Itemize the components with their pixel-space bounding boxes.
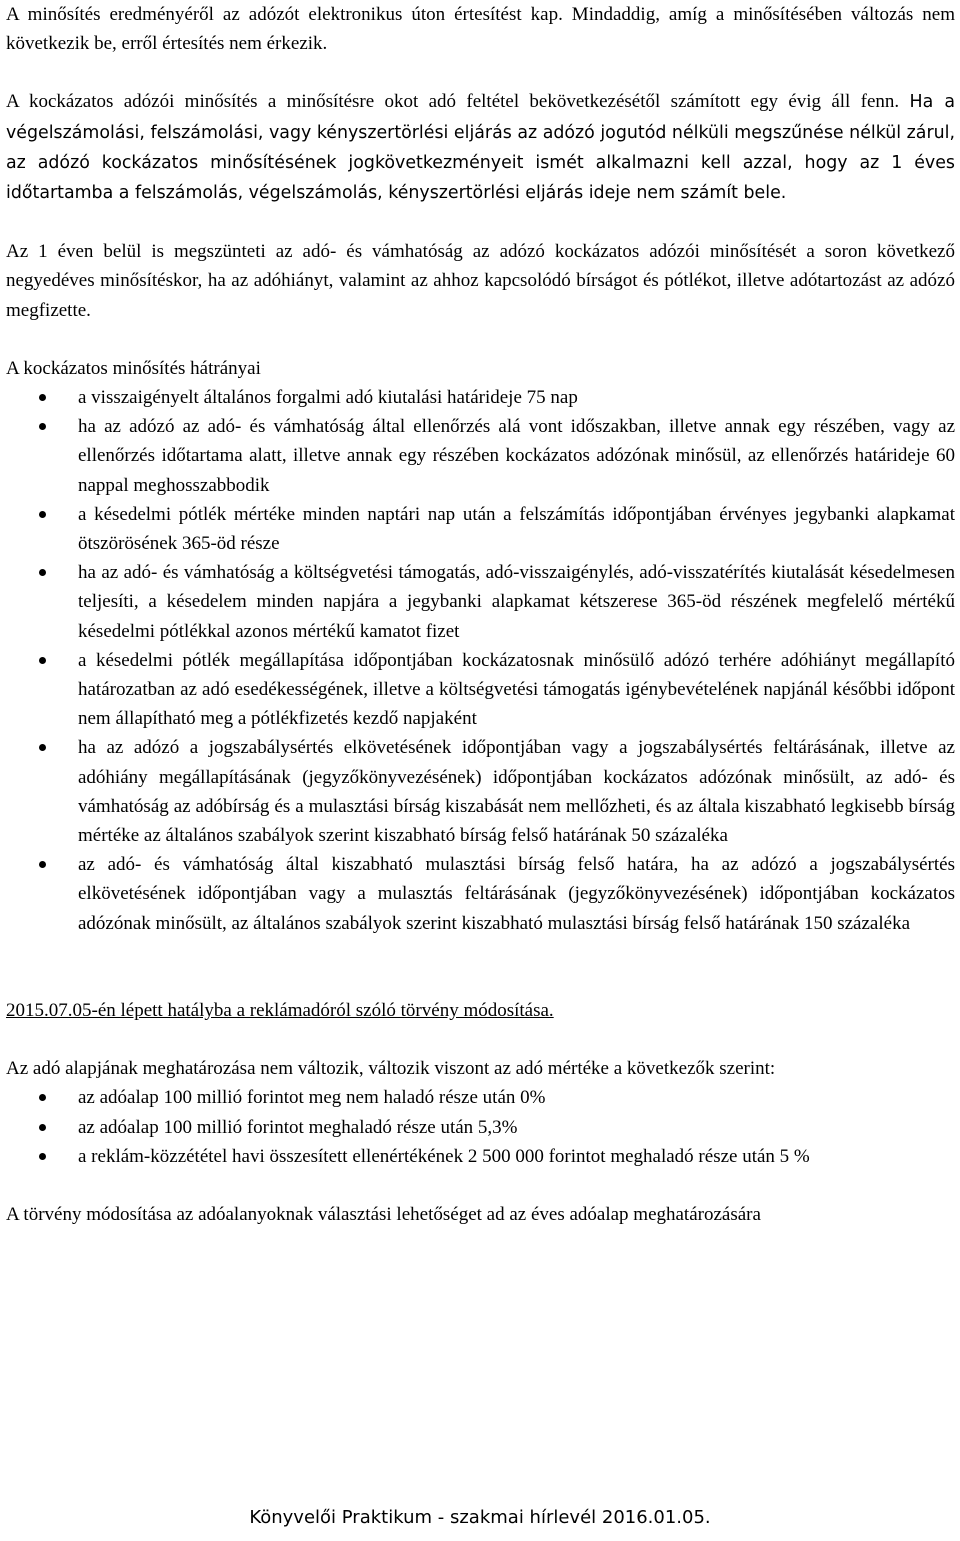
list-item: a késedelmi pótlék megállapítása időpontjában kockázatosnak minősülő adózó terhére adóhiányt megállapító határozatban az adó esedékességének, illetve a költségvetési támogatás igénybevételének napjánál későbbi időpont nem állapítható meg a pótlékfizetés kezdő napjaként (6, 646, 955, 734)
disadvantages-list (6, 383, 955, 938)
paragraph-duration-part2: Ha a végelszámolási, felszámolási, vagy kényszertörlési eljárás az adózó jogutód nélküli megszűnése nélkül zárul, az adózó kockázatos minősítésének jogkövetkezményeit ismét alkalmazni kell azzal, hogy az 1 éves időtartamba a felszámolás, végelszámolás, kényszertörlési eljárás ideje nem számít bele. (6, 92, 955, 204)
document-page (6, 0, 955, 1229)
rate-list (6, 1083, 955, 1171)
page-footer: Könyvelői Praktikum - szakmai hírlevél 2016.01.05. (249, 1507, 711, 1528)
disadvantages-title: A kockázatos minősítés hátrányai (6, 357, 261, 379)
list-item: az adóalap 100 millió forintot meg nem haladó része után 0% (6, 1083, 955, 1112)
paragraph-notification: A minősítés eredményéről az adózót elektronikus úton értesítést kap. Mindaddig, amíg a minősítésében változás nem következik be, erről értesítés nem érkezik. (6, 4, 955, 55)
list-item: ha az adózó az adó- és vámhatóság által ellenőrzés alá vont időszakban, illetve annak egy részében, vagy az ellenőrzés időtartama alatt, illetve annak egy részében kockázatos adózónak minősül, az ellenőrzés határideje 60 nappal meghosszabbodik (6, 412, 955, 500)
reklamado-heading: 2015.07.05-én lépett hatályba a reklámadóról szóló törvény módosítása. (6, 999, 554, 1021)
paragraph-duration-part1: A kockázatos adózói minősítés a minősítésre okot adó feltétel bekövetkezésétől számított egy évig áll fenn. (6, 91, 900, 113)
list-item: az adóalap 100 millió forintot meghaladó része után 5,3% (6, 1113, 955, 1142)
list-item: ha az adózó a jogszabálysértés elkövetésének időpontjában vagy a jogszabálysértés feltárásának, illetve az adóhiány megállapításának (jegyzőkönyvezésének) időpontjában kockázatos adózónak minősült, az adó- és vámhatóság az adóbírság és a mulasztási bírság kiszabását nem mellőzheti, és az általa kiszabható legkisebb bírság mértéke az általános szabályok szerint kiszabható bírság felső határának 50 százaléka (6, 733, 955, 850)
list-item: az adó- és vámhatóság által kiszabható mulasztási bírság felső határa, ha az adózó a jogszabálysértés elkövetésének időpontjában vagy a mulasztás feltárásának (jegyzőkönyvezésének) időpontjában kockázatos adózónak minősült, az általános szabályok szerint kiszabható mulasztási bírság felső határának 150 százaléka (6, 850, 955, 938)
reklamado-closing: A törvény módosítása az adóalanyoknak választási lehetőséget ad az éves adóalap meghatározására (6, 1203, 761, 1225)
list-item: ha az adó- és vámhatóság a költségvetési támogatás, adó-visszaigénylés, adó-visszatérítés kiutalását késedelmesen teljesíti, a késedelem minden napjára a jegybanki alapkamat kétszerese 365-öd részének megfelelő mértékű késedelmi pótlékkal azonos mértékű kamatot fizet (6, 558, 955, 646)
list-item: a reklám-közzététel havi összesített ellenértékének 2 500 000 forintot meghaladó része után 5 % (6, 1142, 955, 1171)
reklamado-intro: Az adó alapjának meghatározása nem változik, változik viszont az adó mértéke a következők szerint: (6, 1058, 776, 1080)
list-item: a késedelmi pótlék mértéke minden naptári nap után a felszámítás időpontjában érvényes jegybanki alapkamat ötszörösének 365-öd része (6, 500, 955, 558)
paragraph-termination: Az 1 éven belül is megszünteti az adó- és vámhatóság az adózó kockázatos adózói minősítését a soron következő negyedéves minősítéskor, ha az adóhiányt, valamint az ahhoz kapcsolódó bírságot és pótlékot, illetve adótartozást az adózó megfizette. (6, 241, 955, 321)
list-item: a visszaigényelt általános forgalmi adó kiutalási határideje 75 nap (6, 383, 955, 412)
paragraph-duration (6, 87, 955, 208)
